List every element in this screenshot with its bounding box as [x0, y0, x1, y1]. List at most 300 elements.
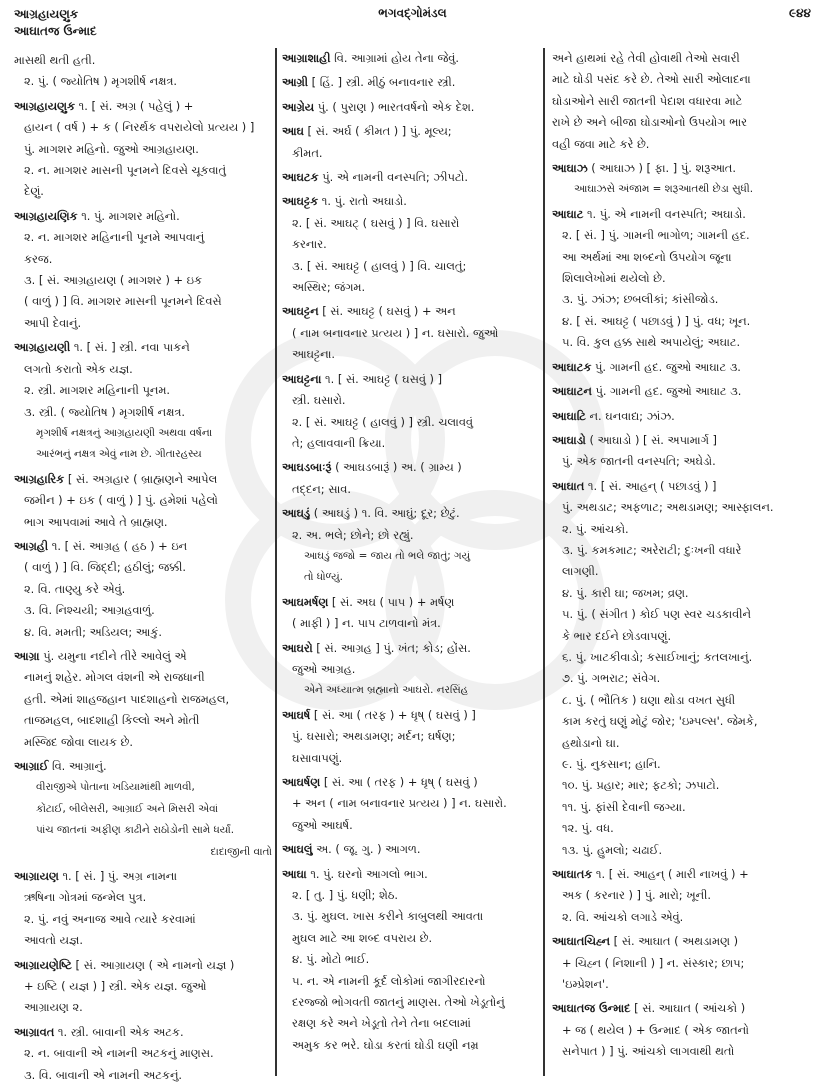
definition-text: [ સં. આગ્રહ ] પું. ખંત; કોડ; હોંસ. [312, 640, 471, 655]
definition-text: + ઇષ્ટિ ( યજ્ઞ ) ] સ્ત્રી. એક યજ્ઞ. જુઓ [24, 979, 207, 994]
definition-text: ૩. [ સં. આઘટ્ટ ( હાલવું ) ] વિ. ચાલતું; [292, 258, 467, 273]
entry-line [14, 1065, 272, 1086]
entry-line [552, 604, 814, 625]
entry-line [14, 579, 272, 600]
dictionary-entry [282, 457, 538, 500]
definition-text: [ સં. અર્ઘ ( કીમત ) ] પું. મૂલ્ય; [303, 124, 452, 139]
definition-text: જુઓ આઘર્ષ. [292, 817, 353, 832]
headword: આગ્રી [282, 75, 309, 90]
entry-line [552, 974, 814, 995]
definition-text: ભાગ આપવામાં આવે તે બ્રાહ્મણ. [24, 514, 168, 529]
entry-line [14, 337, 272, 358]
headword: આગ્રાઈ [14, 759, 49, 773]
headword: આગ્રાવત [14, 1024, 55, 1039]
entry-line [14, 557, 272, 578]
definition-text: સ્ત્રી. ઘસારો. [292, 393, 346, 408]
entry-line [552, 69, 814, 90]
entry-line [14, 1043, 272, 1064]
dictionary-entry [282, 97, 538, 118]
headword: આઘર્ષ [282, 707, 311, 722]
definition-text: ૨. પું. ( જ્યોતિષ ) મૃગશીર્ષ નક્ષત્ર. [24, 74, 178, 89]
entry-line [14, 181, 272, 202]
definition-text: ૨. ન. બાવાની એ નામની અટકનું માણસ. [24, 1046, 214, 1061]
quotation-line: પાંચ જાતનાં અફીણ કાઢીને રાઠોડોની સામે ધર્યાં. [36, 824, 235, 837]
definition-text: પું. ગામની હદ. જુઓ આઘાટ ૩. [591, 359, 741, 374]
entry-line [282, 191, 538, 212]
definition-text: ૨. સ્ત્રી. માગશર મહિનાની પૂનમ. [24, 383, 170, 398]
entry-line [14, 117, 272, 138]
definition-text: ૩. સ્ત્રી. ( જ્યોતિષ ) મૃગશીર્ષ નક્ષત્ર. [24, 404, 186, 419]
definition-text: ૨. પું. નવું અનાજ આવે ત્યારે કરવામાં [24, 911, 196, 926]
entry-line [552, 626, 814, 647]
definition-text: [ સં. આઘટ્ટ ( ઘસવું ) + અન [318, 304, 456, 319]
dictionary-entry [14, 756, 272, 863]
definition-text: પું. માગશર મહિનો. જુઓ આગ્રહાયણ. [24, 141, 199, 156]
entry-line [282, 659, 538, 680]
entry-line [14, 930, 272, 951]
headword: આઘટ્ટના [282, 371, 322, 386]
entry-line [552, 953, 814, 974]
entry-line [552, 818, 814, 839]
entry-line [282, 525, 538, 546]
definition-text: આ અર્થમાં આ શબ્દનો ઉપયોગ જૂના [562, 249, 732, 264]
headword: આઘટ્ટન [282, 304, 319, 319]
entry-line [282, 213, 538, 234]
definition-text: ૧૨. પું. વધ. [562, 821, 614, 836]
definition-text: દેણું. [24, 184, 44, 199]
entry-line [552, 311, 814, 332]
entry-line [552, 733, 814, 754]
dictionary-entry [282, 839, 538, 860]
entry-line [552, 540, 814, 561]
entry-line [14, 1022, 272, 1043]
definition-text: જમીન ) + ઇક ( વાળું ) ] પું. હમેશાં પહેલો [24, 493, 218, 508]
definition-text: દરજ્જો ભોગવતી જાતનું માણસ. તેઓ ખેડૂતોનું [292, 995, 505, 1010]
headword: આઘડબાઃરૂં [282, 460, 332, 475]
entry-line [552, 1020, 814, 1041]
definition-text: [ સં. આઘાત ( આંચકો ) [630, 1001, 746, 1016]
entry-line [552, 754, 814, 775]
entry-line [14, 732, 272, 753]
entry-line [14, 689, 272, 710]
entry-line [282, 301, 538, 322]
definition-text: [ સં. અઘ ( પાપ ) + મર્ષણ [328, 594, 455, 609]
entry-line [282, 726, 538, 747]
definition-text: આપી દેવાનું. [24, 315, 82, 330]
definition-text: વહી જવા માટે કરે છે. [552, 136, 650, 151]
entry-line [14, 600, 272, 621]
dictionary-entry [282, 301, 538, 365]
dictionary-entry [282, 48, 538, 69]
headword: આઘટ્ટક [282, 194, 319, 209]
entry-line [282, 705, 538, 726]
dictionary-entry [282, 592, 538, 635]
headword: આઘમર્ષણ [282, 594, 329, 609]
definition-text: ૧૩. પું. હુમલો; ચઢાઈ. [562, 842, 663, 857]
entry-line [282, 503, 538, 524]
quotation-line: આઘાઝસે અંજામ = શરૂઆતથી છેડા સુધી. [574, 183, 754, 196]
definition-text: ૨. [ સં. આઘટ્ ( ઘસવું ) ] વિ. ઘસારો [292, 215, 460, 230]
definition-text: ૩. [ સં. આગ્રહાયણ ( માગશર ) + ઇક [24, 273, 203, 288]
entry-line [552, 268, 814, 289]
definition-text: કરનાર. [292, 237, 327, 252]
entry-line [282, 971, 538, 992]
headword: આઘટક [282, 170, 319, 185]
definition-text: ૪. વિ. મમતી; અડિયલ; આકું. [24, 624, 162, 639]
dictionary-entry [552, 158, 814, 201]
definition-text: મસ્જિદ જોવા લાયક છે. [24, 734, 133, 749]
definition-text: ૨. અ. ભલે; છોને; છો રહ્યું. [292, 527, 414, 542]
definition-text: ૧. પું. રાતો અઘાડો. [318, 194, 407, 209]
definition-text: કરજ. [24, 251, 53, 266]
headword: આઘાટક [552, 359, 592, 374]
entry-line [552, 91, 814, 112]
entry-line [552, 406, 814, 427]
definition-text: ૧. સ્ત્રી. બાવાની એક અટક. [54, 1024, 184, 1039]
definition-text: [ સં. આઘાત ( અથડામણ ) [610, 934, 739, 949]
citation-source: દાદાજીની વાતો [210, 845, 272, 858]
definition-text: ( આઘડબારૂં ) અ. ( ગ્રામ્ય ) [331, 460, 462, 475]
dictionary-entry [282, 772, 538, 836]
definition-text: ૧. [ સં. આહન્ ( પછાડવું ) ] [584, 478, 717, 493]
entry-line [14, 71, 272, 92]
entry-line [282, 479, 538, 500]
headword: આગ્રહાયણુક [14, 98, 75, 113]
definition-text: ૪. [ સં. આઘટ્ટ ( પછાડવું ) ] પું. વધ; ખૂન. [562, 313, 751, 328]
definition-text: લાગણી. [562, 564, 599, 579]
definition-text: + જ ( થયેલ ) + ઉન્માદ ( એક જાતનો [562, 1022, 750, 1037]
dictionary-entry [552, 998, 814, 1062]
dictionary-entry [552, 381, 814, 402]
entry-line [282, 1013, 538, 1034]
entry-line [14, 512, 272, 533]
entry-line [552, 289, 814, 310]
entry-line [14, 249, 272, 270]
headword: આઘાડો [552, 432, 586, 447]
entry-line [282, 143, 538, 164]
entry-line [552, 931, 814, 952]
entry-line [14, 380, 272, 401]
definition-text: ૧. પું. એ નામની વનસ્પતિ; અઘાડો. [583, 206, 746, 221]
page-title: ભગવદ્ગોમંડલ [378, 6, 447, 20]
entry-line [282, 839, 538, 860]
entry-line [14, 227, 272, 248]
definition-text: ૭. પું. ગભરાટ; સંવેગ. [562, 671, 661, 686]
definition-text: ૩. વિ. નિશ્ચયી; આગ્રહવાળું. [24, 603, 155, 618]
entry-line [552, 583, 814, 604]
entry-line [552, 381, 814, 402]
dictionary-entry [14, 206, 272, 334]
definition-text: ૩. પું. મુઘલ. ખાસ કરીને કાબુલથી આવતા [292, 909, 484, 924]
entry-line [282, 906, 538, 927]
entry-line [14, 270, 272, 291]
dictionary-entry [552, 430, 814, 473]
entry-line [552, 885, 814, 906]
definition-text: ૧. પું. ઘરનો આગલો ભાગ. [306, 866, 428, 881]
definition-text: ૯. પું. નુકસાન; હાનિ. [562, 757, 661, 771]
definition-text: [ સં. આ ( તરફ ) + ધૃષ્ ( ઘસવું ) ] [310, 707, 476, 722]
entry-line [14, 976, 272, 997]
entry-line [14, 291, 272, 312]
quotation-line: મૃગશીર્ષ નક્ષત્રનું આગ્રહાયણી અથવા વર્ષના [36, 426, 213, 439]
definition-text: ૨. વિ. આંચકો લગાડે એવું. [562, 909, 684, 924]
entry-line [282, 613, 538, 634]
dictionary-entry [552, 48, 814, 155]
definition-text: તાજમહલ, બાદશાહી કિલ્લો અને મોતી [24, 713, 200, 728]
headword: આઘરો [282, 640, 313, 655]
headword: આઘ [282, 124, 304, 139]
definition-text: હાયન ( વર્ષ ) + ક ( નિરર્થક વપરાયેલો પ્રત્યય ) ] [24, 120, 255, 135]
definition-text: અમુક કર ભરે. ઘોડા કરતાં ઘોડી ઘણી નમ્ર [292, 1037, 479, 1052]
dictionary-entry [552, 931, 814, 995]
definition-text: ૪. પું. કારી ઘા; જખમ; વ્રણ. [562, 585, 689, 600]
definition-text: ( આઘાડો ) [ સં. અપામાર્ગ ] [585, 432, 717, 447]
entry-line [14, 139, 272, 160]
entry-line [552, 519, 814, 540]
entry-line [282, 992, 538, 1013]
dictionary-entry [552, 357, 814, 378]
headword: આઘાટિ [552, 408, 586, 423]
definition-text: ૨. ન. માગશર માસની પૂનમને દિવસે ચૂકવાતું [24, 163, 227, 178]
entry-line [14, 536, 272, 557]
definition-text: માસથી થતી હતી. [14, 53, 96, 67]
headword: આઘડું [282, 506, 311, 521]
definition-text: ૧૦. પું. પ્રહાર; માર; ફટકો; ઝપાટો. [562, 778, 720, 793]
entry-line [552, 357, 814, 378]
definition-text: ( વાળું ) ] વિ. માગશર માસની પૂનમને દિવસે [24, 294, 222, 309]
definition-text: ૨. [ તુ. ] પું. ધણી; શેઠ. [292, 888, 399, 903]
quotation-line: આરંભનું નક્ષત્ર એવું નામ છે. ગીતારહસ્ય [36, 448, 202, 461]
entry-line [552, 561, 814, 582]
definition-text: કે ભાર દઈને છોડવાપણું. [562, 628, 672, 643]
entry-line [282, 592, 538, 613]
entry-line [552, 225, 814, 246]
definition-text: અ. ( જૂ. ગુ. ) આગળ. [312, 842, 421, 857]
entry-line [282, 638, 538, 659]
definition-text: ૫. ન. એ નામની કૂર્દ લોકોમાં જાગીરદારનો [292, 973, 486, 988]
definition-text: [ સં. અગ્રહાર ( બ્રાહ્મણને આપેલ [64, 471, 218, 486]
definition-text: 'ઇમ્પ્રેશન'. [562, 977, 609, 992]
dictionary-entry [14, 646, 272, 753]
entry-line [282, 412, 538, 433]
definition-text: પું. ( પુરાણ ) ભારતવર્ષનો એક દેશ. [314, 99, 475, 114]
entry-line [14, 160, 272, 181]
entry-line [552, 332, 814, 353]
definition-text: આઘટ્ટના. [292, 347, 335, 362]
entry-line [14, 469, 272, 490]
definition-text: કીમત. [292, 145, 323, 160]
definition-text: ( આઘાઝ ) [ ફા. ] પું. શરૂઆત. [587, 161, 736, 176]
dictionary-entry [14, 96, 272, 203]
entry-line [282, 344, 538, 365]
entry-line [14, 997, 272, 1018]
entry-line [552, 158, 814, 179]
definition-text: [ સં. આગ્રાયણ ( એ નામનો યજ્ઞ ) [71, 957, 235, 972]
definition-text: તદ્દન; સાવ. [292, 481, 351, 496]
entry-line [282, 928, 538, 949]
dictionary-entry [552, 476, 814, 861]
dictionary-entry [14, 536, 272, 643]
entry-line [282, 121, 538, 142]
entry-line [282, 390, 538, 411]
definition-text: પું. યમુના નદીને તીરે આવેલું એ [39, 648, 187, 663]
definition-text: ન. ઘનવાદ્ય; ઝાંઝ. [585, 408, 675, 423]
definition-text: ૫. પું. ( સંગીત ) કોઈ પણ સ્વર ચડકાવીને [562, 607, 751, 622]
definition-text: ૧૧. પું. ફાંસી દેવાની જગ્યા. [562, 799, 686, 814]
definition-text: આગ્રાયણ ૨. [24, 1000, 83, 1015]
headword: આગ્રહાયણિક [14, 208, 78, 223]
column-right [552, 48, 814, 1066]
definition-text: ૩. વિ. બાવાની એ નામની અટકનું. [24, 1067, 183, 1082]
headword: આઘા [282, 866, 307, 881]
headword: આઘર્ષણ [282, 775, 321, 789]
dictionary-entry [282, 864, 538, 1057]
definition-text: આવતો યજ્ઞ. [24, 933, 83, 948]
definition-text: હથોડાનો ઘા. [562, 735, 620, 750]
dictionary-entry [14, 866, 272, 952]
dictionary-entry [282, 503, 538, 589]
entry-line [282, 323, 538, 344]
dictionary-entry [14, 469, 272, 533]
entry-line [282, 72, 538, 93]
definition-text: માટે ઘોડી પસંદ કરે છે. તેઓ સારી ઓલાદના [552, 72, 751, 87]
entry-line [14, 622, 272, 643]
definition-text: અસ્થિર; જંગમ. [292, 280, 366, 295]
headword: આગ્રાશાહી [282, 51, 331, 65]
column-middle [282, 48, 538, 1059]
column-divider [275, 48, 277, 1076]
entry-line [14, 359, 272, 380]
entry-line [552, 1041, 814, 1062]
definition-text: મુઘલ માટે આ શબ્દ વપરાય છે. [292, 930, 433, 945]
entry-line [14, 402, 272, 423]
entry-line [14, 206, 272, 227]
entry-line [14, 96, 272, 117]
definition-text: રાખે છે અને બીજા ઘોડાઓનો ઉપયોગ ભાર [552, 115, 747, 130]
definition-text: + ચિહ્ન ( નિશાની ) ] ન. સંસ્કાર; છાપ; [562, 955, 745, 970]
entry-line [552, 711, 814, 732]
definition-text: ( આઘડું ) ૧. વિ. આઘું; દૂર; છેટું. [310, 506, 460, 521]
entry-line [282, 815, 538, 836]
entry-line [14, 955, 272, 976]
definition-text: અક ( કરનાર ) ] પું. મારો; ખૂની. [562, 888, 711, 903]
column-left [14, 50, 272, 1089]
quotation-line: આઘડું જજો = જાય તો ભલે જાતું; ગયું [304, 549, 471, 562]
dictionary-entry [282, 72, 538, 93]
definition-text: ૬. પું. ખાટકીવાડો; કસાઈખાનું; કતલખાનું. [562, 649, 753, 664]
definition-text: ૩. પું. ઝાંઝ; છબલીકાં; કાંસીજોડ. [562, 292, 719, 307]
definition-text: ૨. ન. માગશર મહિનાની પૂનમે આપવાનું [24, 230, 205, 245]
dictionary-entry [14, 955, 272, 1019]
entry-line [552, 998, 814, 1019]
entry-line [282, 793, 538, 814]
entry-line [552, 112, 814, 133]
definition-text: કામ કરતું ઘણું મોટું જોર; 'ઇમ્પલ્સ'. જેમકે, [562, 714, 758, 729]
dictionary-entry [14, 50, 272, 93]
headword: આગ્રહાયણી [14, 340, 71, 355]
definition-text: વિ. આગ્રામાં હોય તેના જેવું. [330, 51, 459, 65]
definition-text: ( માફી ) ] ન. પાપ ટાળવાનો મંત્ર. [292, 616, 441, 631]
entry-line [14, 667, 272, 688]
definition-text: ઘસાવાપણું. [292, 750, 343, 765]
dictionary-entry [552, 864, 814, 928]
entry-line [14, 866, 272, 887]
entry-line [552, 430, 814, 451]
entry-line [552, 864, 814, 885]
definition-text: લગતો કરાતો એક યજ્ઞ. [24, 361, 133, 376]
definition-text: ૨. વિ. તાણ્યુ કરે એવું. [24, 581, 126, 596]
column-divider [543, 48, 545, 1076]
dictionary-entry [282, 167, 538, 188]
entry-line [282, 748, 538, 769]
dictionary-entry [282, 121, 538, 164]
definition-text: તે; હલાવવાની ક્રિયા. [292, 435, 386, 450]
entry-line [14, 710, 272, 731]
entry-line [282, 885, 538, 906]
entry-line [14, 887, 272, 908]
definition-text: + અન ( નામ બનાવનાર પ્રત્યય ) ] ન. ઘસારો. [292, 796, 507, 811]
dictionary-entry [552, 204, 814, 354]
quotation-line: કોંટાઈ, બીલેસરી, આગ્રાઈ અને મિસરી એવાં [36, 802, 219, 815]
definition-text: પું. એક જાતની વનસ્પતિ; અઘેડો. [562, 454, 716, 469]
entry-line [552, 497, 814, 518]
entry-line [282, 369, 538, 390]
entry-line [282, 949, 538, 970]
entry-line [282, 772, 538, 793]
entry-line [552, 907, 814, 928]
entry-line [14, 756, 272, 777]
definition-text: સનેપાત ) ] પું. આંચકો લાગવાથી થતો [562, 1044, 735, 1059]
dictionary-entry [14, 337, 272, 465]
definition-text: પું. ગામની હદ. જુઓ આઘાટ ૩. [591, 384, 742, 399]
definition-text: ૧. [ સં. અગ્ર ( પહેલું ) + [75, 98, 194, 113]
entry-line [14, 490, 272, 511]
entry-line [552, 647, 814, 668]
page-number: ૯૪૪ [789, 6, 811, 20]
definition-text: રક્ષણ કરે અને ખેડૂતો તેને તેના બદલામાં [292, 1016, 471, 1031]
definition-text: ૧. [ સં. આગ્રહ ( હઠ ) + ઇન [48, 538, 188, 553]
entry-line [552, 476, 814, 497]
dictionary-entry [552, 406, 814, 427]
entry-line [282, 277, 538, 298]
guide-word-first: આગ્રહાયણુક [14, 7, 79, 21]
definition-text: ૮. પું. ( ભૌતિક ) ઘણા થોડા વખત સુધી [562, 692, 736, 707]
definition-text: ૫. વિ. કુલ હક્ક સાથે અપાયેલું; અઘાટ. [562, 335, 741, 350]
dictionary-entry [282, 705, 538, 769]
definition-text: ૪. પું. મોટો ભાઈ. [292, 952, 370, 967]
guide-word-last: આઘાતજ ઉન્માદ [14, 24, 97, 38]
definition-text: ૨. પું. આંચકો. [562, 521, 629, 536]
headword: આગ્રા [14, 648, 40, 663]
entry-line [282, 234, 538, 255]
entry-line [282, 167, 538, 188]
definition-text: શિલાલેખોમાં થયેલો છે. [562, 271, 666, 286]
headword: આગ્રાયણેષ્ટિ [14, 957, 72, 972]
entry-line [282, 433, 538, 454]
headword: આઘાટન [552, 384, 592, 399]
entry-line [282, 457, 538, 478]
headword: આઘાતજ ઉન્માદ [552, 1001, 631, 1016]
definition-text: ઋષિના ગોત્રમાં જન્મેલ પુત્ર. [24, 890, 147, 905]
headword: આગ્રેય [282, 99, 315, 114]
entry-line [552, 690, 814, 711]
entry-line [282, 48, 538, 69]
entry-line [552, 134, 814, 155]
headword: આગ્રહી [14, 538, 49, 553]
entry-line [14, 50, 272, 71]
definition-text: ૩. પું. કમકમાટ; અરેરાટી; દુઃખની વધારે [562, 542, 742, 557]
quotation-line: તો ધોળ્યું. [304, 571, 343, 584]
